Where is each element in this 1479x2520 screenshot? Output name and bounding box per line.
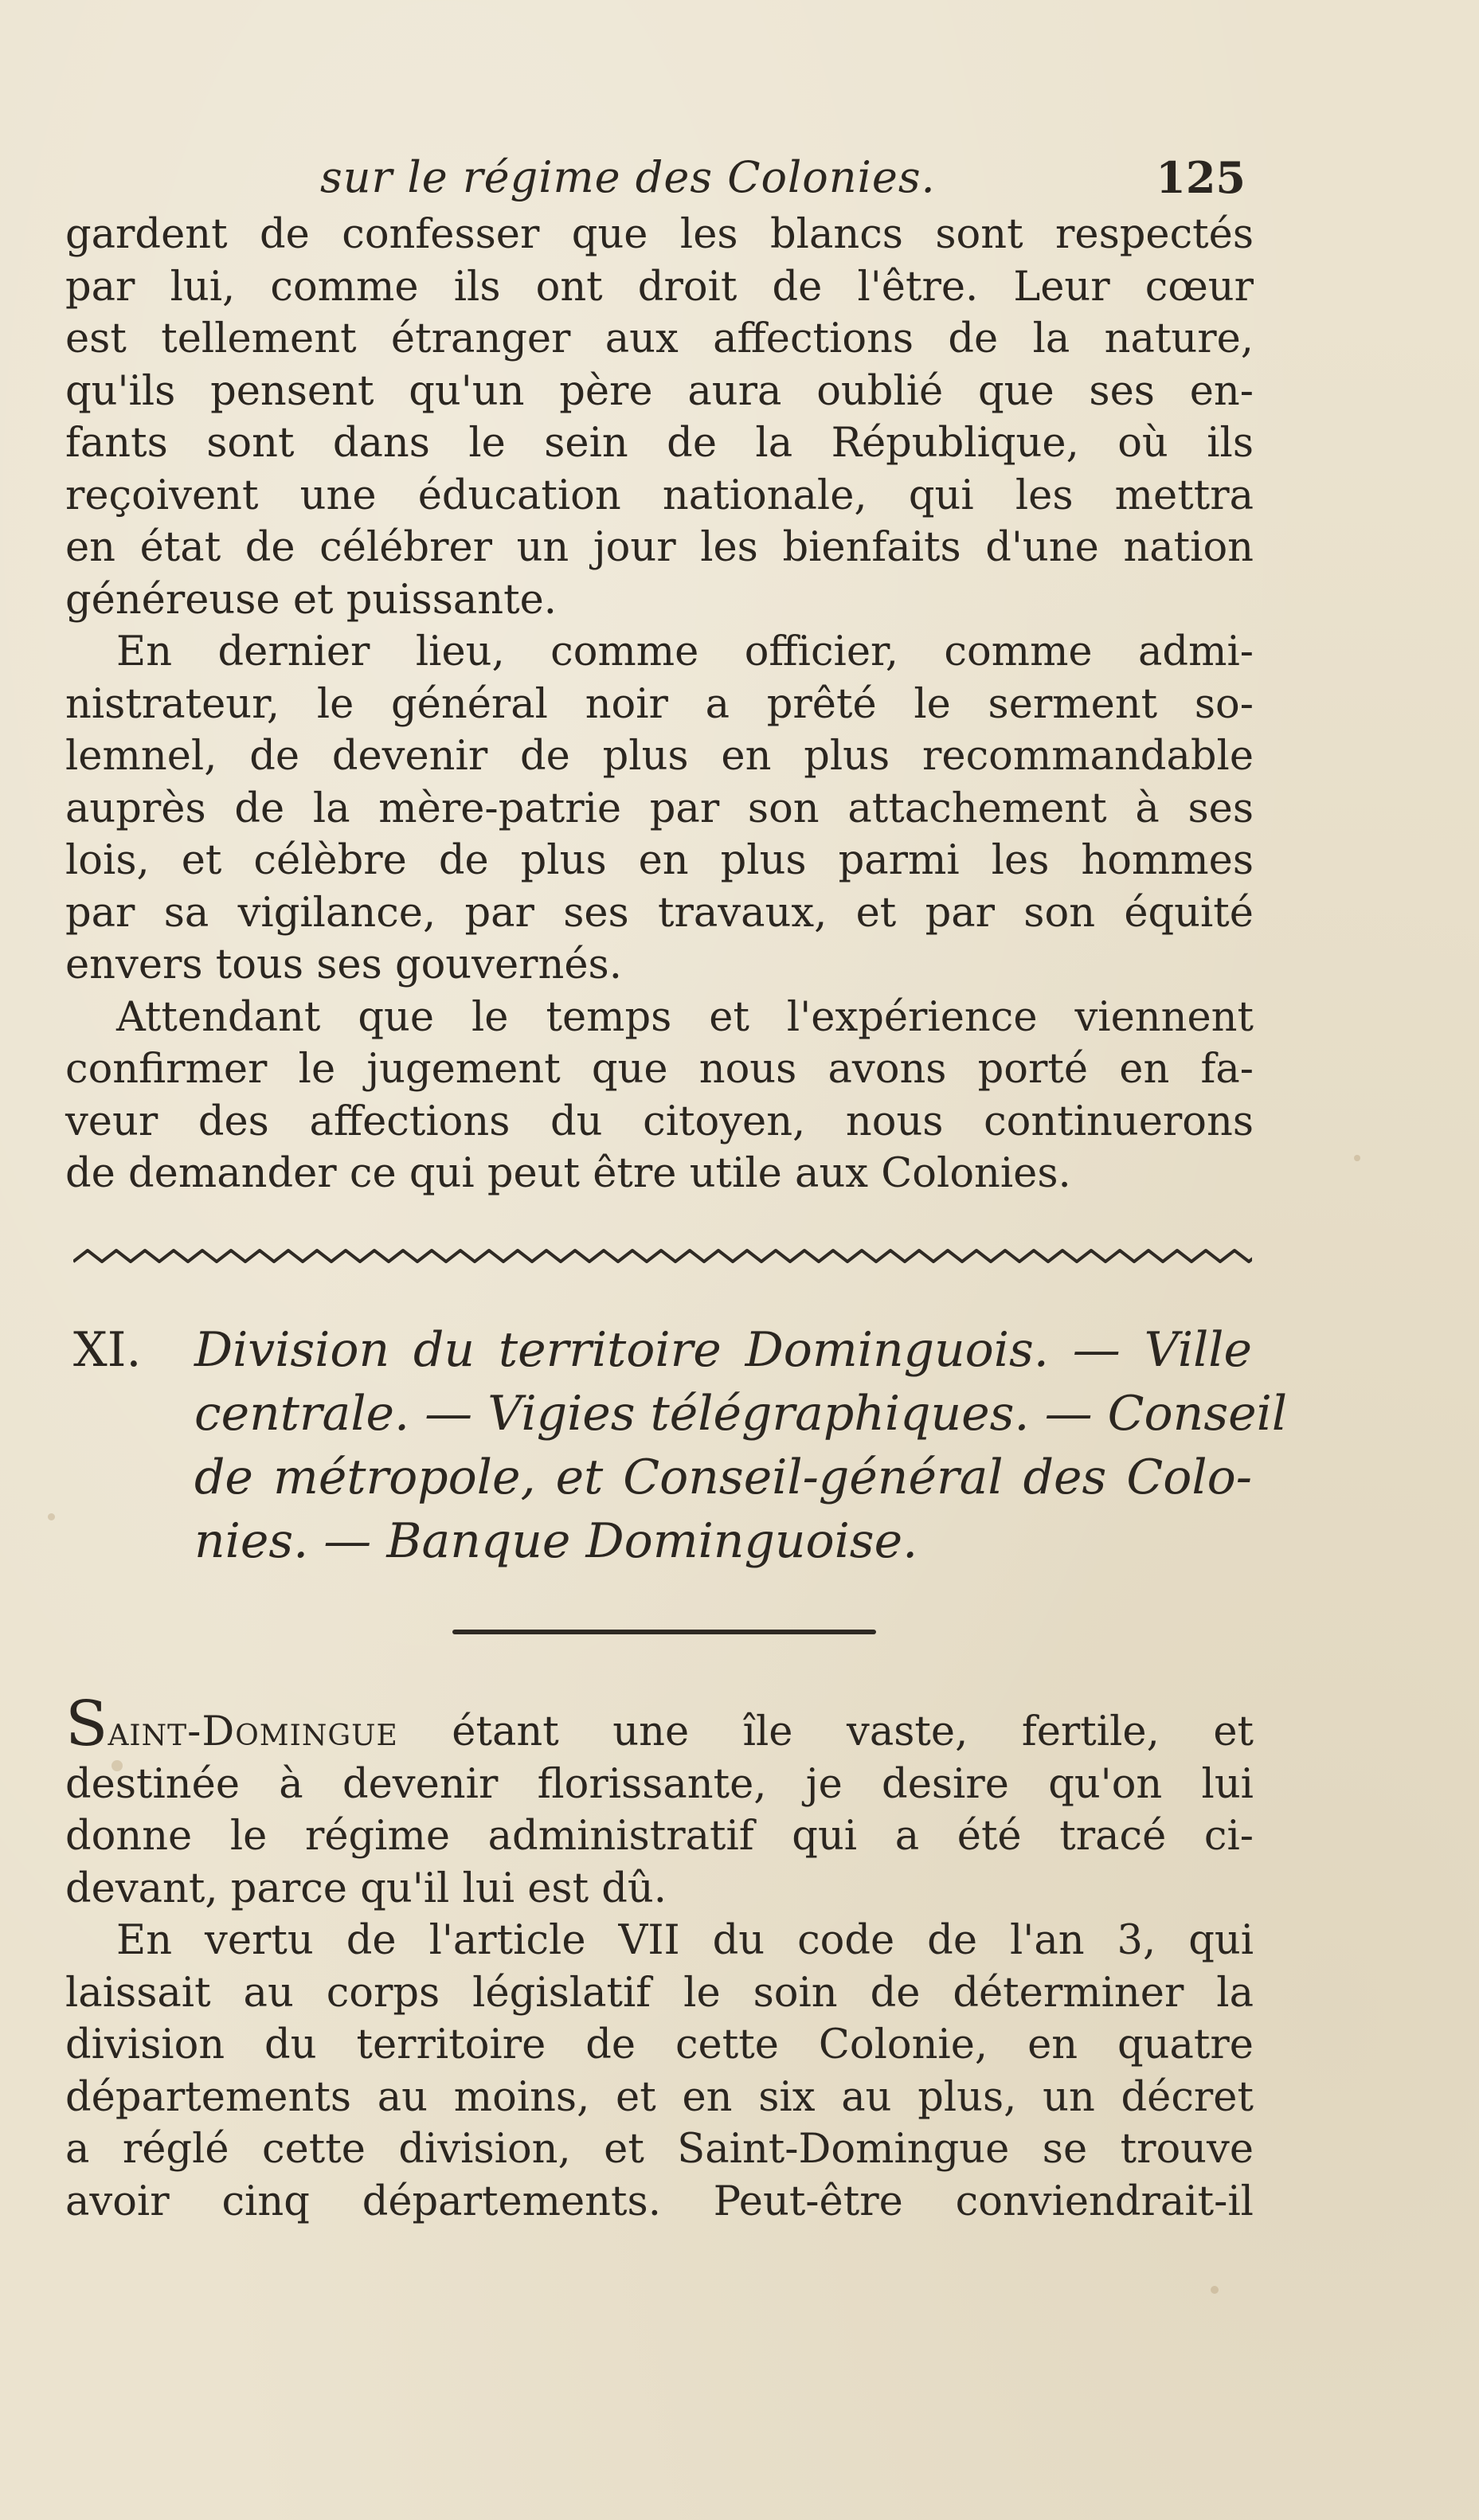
opening-smallcaps: aint-Domingue: [108, 1708, 398, 1755]
paragraph: [65, 209, 1254, 626]
running-head: [65, 150, 1254, 205]
text-line: En dernier lieu, comme officier, comme admi-: [116, 628, 1254, 675]
text-line: lemnel, de devenir de plus en plus recommandable: [65, 733, 1254, 780]
paragraph: [65, 626, 1254, 992]
paragraph: [65, 1915, 1254, 2228]
running-title: sur le régime des Colonies.: [320, 152, 936, 202]
opening-rest: étant une île vaste, fertile, et: [397, 1708, 1254, 1755]
text-line: généreuse et puissante.: [65, 576, 558, 624]
section-heading: [73, 1318, 1288, 1573]
text-line: En vertu de l'article VII du code de l'an 3, qui: [116, 1917, 1254, 1964]
section-number: XI.: [73, 1322, 142, 1378]
text-line: lois, et célèbre de plus en plus parmi les hommes: [65, 837, 1254, 884]
text-line: avoir cinq départements. Peut-être conviendrait-il: [65, 2178, 1254, 2225]
text-line: confirmer le jugement que nous avons porté en fa-: [65, 1046, 1254, 1093]
paper-spot: [1354, 1155, 1360, 1161]
wavy-divider: [73, 1244, 1252, 1276]
text-line: a réglé cette division, et Saint-Domingue se trouve: [65, 2126, 1254, 2173]
section-rule: [452, 1630, 876, 1634]
text-line: destinée à devenir florissante, je desire qu'on lui: [65, 1760, 1254, 1808]
paragraph: [65, 992, 1254, 1200]
text-line: en état de célébrer un jour les bienfaits d'une nation: [65, 524, 1254, 571]
section-title-line: nies. — Banque Dominguoise.: [194, 1513, 918, 1569]
text-line: veur des affections du citoyen, nous continuerons: [65, 1098, 1254, 1145]
text-line: qu'ils pensent qu'un père aura oublié que ses en-: [65, 367, 1254, 415]
section-title-line: de métropole, et Conseil-général des Colo-: [194, 1450, 1252, 1505]
text-line: nistrateur, le général noir a prêté le serment so-: [65, 680, 1254, 728]
bottom-text-block: [65, 1688, 1254, 2228]
text-line: de demander ce qui peut être utile aux Colonies.: [65, 1150, 1071, 1197]
drop-cap: S: [65, 1688, 108, 1760]
paragraph: [65, 1688, 1254, 1915]
text-line: est tellement étranger aux affections de la nature,: [65, 315, 1254, 362]
text-line: division du territoire de cette Colonie, en quatre: [65, 2021, 1254, 2068]
paper-spot: [1211, 2286, 1219, 2294]
text-line: envers tous ses gouvernés.: [65, 941, 622, 988]
text-line-opening: [65, 1688, 1254, 1760]
text-line: départements au moins, et en six au plus, un décret: [65, 2073, 1254, 2121]
text-line: donne le régime administratif qui a été tracé ci-: [65, 1813, 1254, 1860]
text-line: gardent de confesser que les blancs sont respectés: [65, 211, 1254, 258]
section-title: [194, 1318, 1288, 1573]
paper-spot: [48, 1513, 55, 1520]
text-line: par sa vigilance, par ses travaux, et par son équité: [65, 889, 1254, 937]
section-title-line: centrale. — Vigies télégraphiques. — Conseil: [194, 1386, 1288, 1442]
text-line: par lui, comme ils ont droit de l'être. Leur cœur: [65, 263, 1254, 311]
text-line: reçoivent une éducation nationale, qui les mettra: [65, 472, 1254, 519]
top-text-block: [65, 209, 1254, 1200]
page-number: 125: [1156, 152, 1246, 203]
text-line: laissait au corps législatif le soin de déterminer la: [65, 1969, 1254, 2017]
text-line: auprès de la mère-patrie par son attachement à ses: [65, 785, 1254, 832]
section-title-line: Division du territoire Dominguois. — Ville: [194, 1322, 1252, 1378]
text-line: fants sont dans le sein de la République, où ils: [65, 420, 1254, 467]
text-line: Attendant que le temps et l'expérience viennent: [116, 993, 1254, 1041]
text-line: devant, parce qu'il lui est dû.: [65, 1865, 667, 1912]
